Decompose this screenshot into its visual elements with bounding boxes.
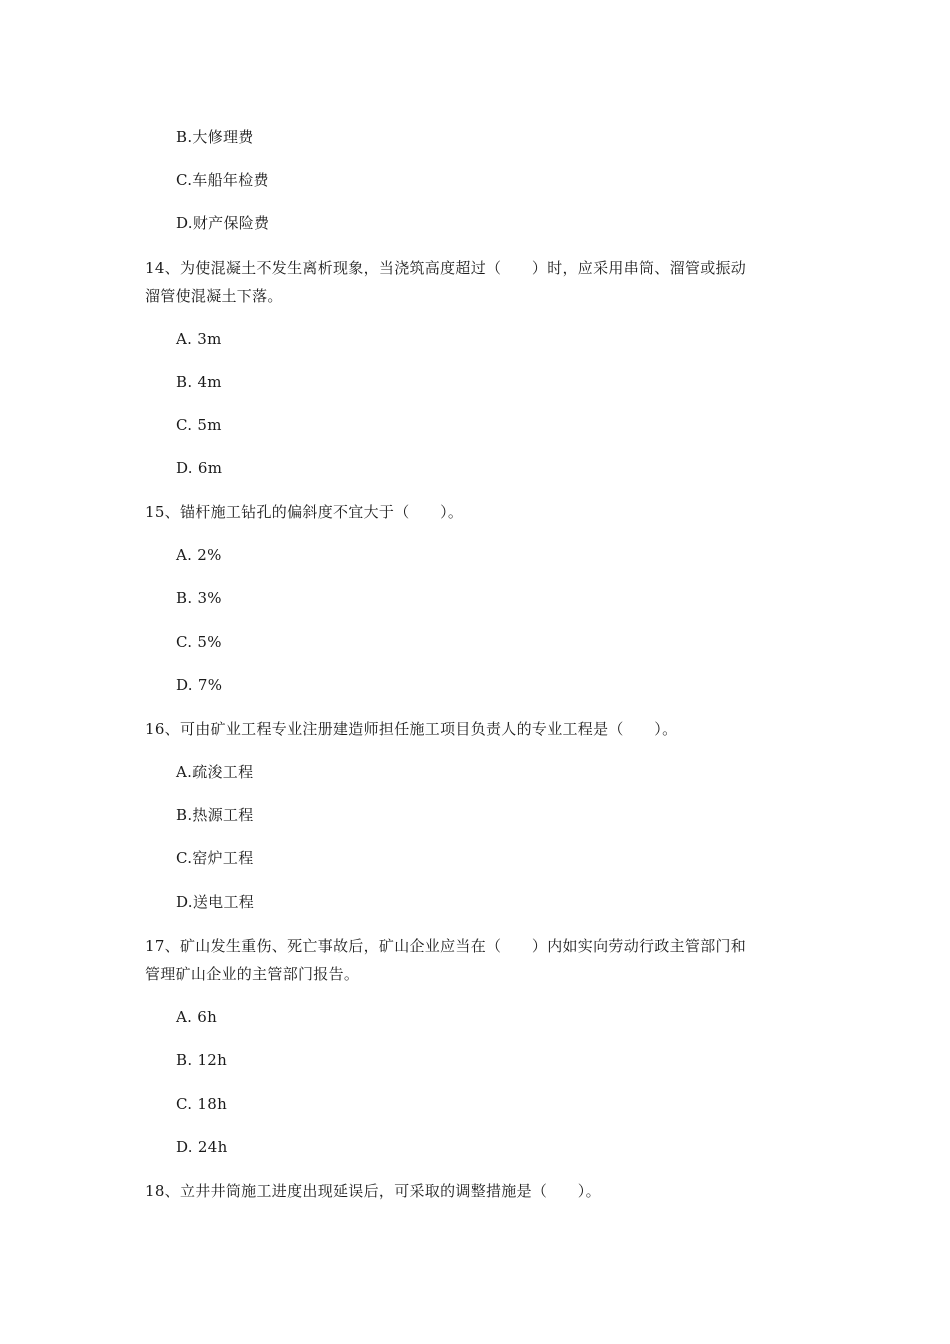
question-17-line-1: 17、矿山发生重伤、死亡事故后，矿山企业应当在（ ）内如实向劳动行政主管部门和: [145, 937, 747, 955]
option-17-a: A. 6h: [176, 1008, 218, 1026]
option-16-a: A.疏浚工程: [176, 763, 254, 781]
option-17-c: C. 18h: [176, 1095, 228, 1113]
question-15: 15、锚杆施工钻孔的偏斜度不宜大于（ ）。: [145, 503, 464, 521]
option-15-b: B. 3%: [176, 589, 222, 607]
option-16-b: B.热源工程: [176, 806, 254, 824]
option-15-c: C. 5%: [176, 633, 222, 651]
question-14-line-1: 14、为使混凝土不发生离析现象，当浇筑高度超过（ ）时，应采用串筒、溜管或振动: [145, 259, 747, 277]
question-17-line-2: 管理矿山企业的主管部门报告。: [145, 965, 360, 983]
option-14-a: A. 3m: [176, 330, 222, 348]
question-14-line-2: 溜管使混凝土下落。: [145, 287, 283, 305]
option-16-d: D.送电工程: [176, 893, 255, 911]
option-13-d: D.财产保险费: [176, 214, 270, 232]
option-14-d: D. 6m: [176, 459, 223, 477]
option-17-d: D. 24h: [176, 1138, 228, 1156]
option-15-d: D. 7%: [176, 676, 223, 694]
option-15-a: A. 2%: [176, 546, 222, 564]
option-14-b: B. 4m: [176, 373, 222, 391]
option-16-c: C.窑炉工程: [176, 849, 254, 867]
option-14-c: C. 5m: [176, 416, 222, 434]
question-16: 16、可由矿业工程专业注册建造师担任施工项目负责人的专业工程是（ ）。: [145, 720, 678, 738]
option-13-c: C.车船年检费: [176, 171, 269, 189]
question-18: 18、立井井筒施工进度出现延误后，可采取的调整措施是（ ）。: [145, 1182, 601, 1200]
option-17-b: B. 12h: [176, 1051, 228, 1069]
option-13-b: B.大修理费: [176, 128, 254, 146]
